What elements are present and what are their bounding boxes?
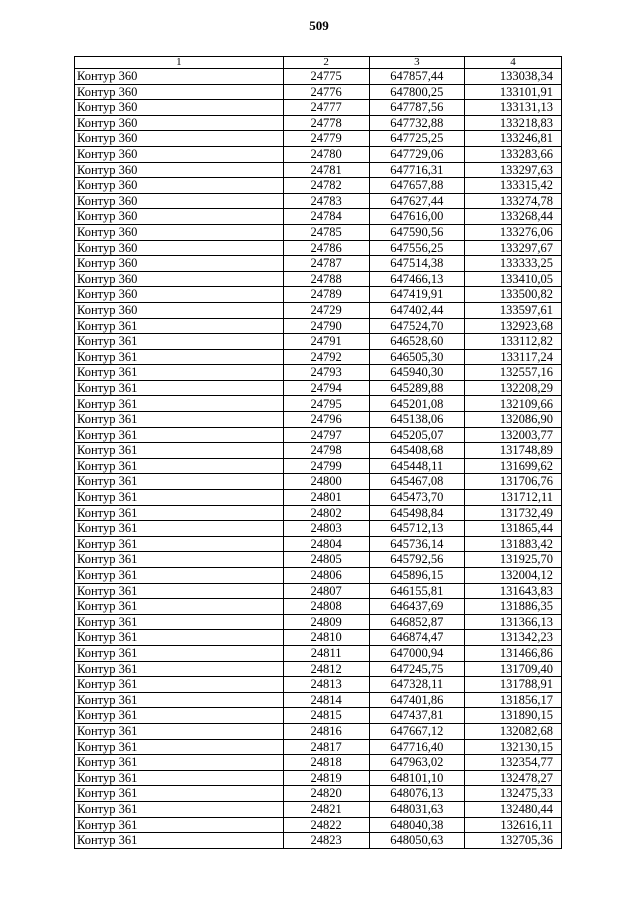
- point-number-cell: 24784: [283, 209, 369, 225]
- y-coordinate-cell: 131342,23: [465, 630, 562, 646]
- x-coordinate-cell: 645201,08: [369, 396, 465, 412]
- point-number-cell: 24815: [283, 708, 369, 724]
- table-row: [75, 240, 562, 256]
- y-coordinate-cell: 132004,12: [465, 568, 562, 584]
- x-coordinate-cell: 647800,25: [369, 84, 465, 100]
- x-coordinate-cell: 648031,63: [369, 801, 465, 817]
- contour-name-cell: Контур 360: [75, 256, 284, 272]
- x-coordinate-cell: 647963,02: [369, 755, 465, 771]
- point-number-cell: 24798: [283, 443, 369, 459]
- contour-name-cell: Контур 360: [75, 302, 284, 318]
- x-coordinate-cell: 646437,69: [369, 599, 465, 615]
- contour-name-cell: Контур 361: [75, 723, 284, 739]
- point-number-cell: 24792: [283, 349, 369, 365]
- point-number-cell: 24804: [283, 536, 369, 552]
- table-row: [75, 131, 562, 147]
- y-coordinate-cell: 132086,90: [465, 412, 562, 428]
- table-row: [75, 224, 562, 240]
- x-coordinate-cell: 645792,56: [369, 552, 465, 568]
- y-coordinate-cell: 131865,44: [465, 521, 562, 537]
- x-coordinate-cell: 646852,87: [369, 614, 465, 630]
- contour-name-cell: Контур 361: [75, 692, 284, 708]
- table-row: [75, 209, 562, 225]
- table-row: [75, 318, 562, 334]
- table-row: [75, 677, 562, 693]
- point-number-cell: 24817: [283, 739, 369, 755]
- contour-name-cell: Контур 361: [75, 583, 284, 599]
- contour-name-cell: Контур 360: [75, 271, 284, 287]
- contour-name-cell: Контур 361: [75, 443, 284, 459]
- contour-name-cell: Контур 361: [75, 817, 284, 833]
- point-number-cell: 24789: [283, 287, 369, 303]
- contour-name-cell: Контур 361: [75, 412, 284, 428]
- table-row: [75, 287, 562, 303]
- x-coordinate-cell: 647524,70: [369, 318, 465, 334]
- table-row: [75, 661, 562, 677]
- table-row: [75, 630, 562, 646]
- point-number-cell: 24810: [283, 630, 369, 646]
- table-row: [75, 739, 562, 755]
- contour-name-cell: Контур 361: [75, 349, 284, 365]
- table-row: [75, 817, 562, 833]
- contour-name-cell: Контур 360: [75, 178, 284, 194]
- point-number-cell: 24802: [283, 505, 369, 521]
- contour-name-cell: Контур 360: [75, 84, 284, 100]
- y-coordinate-cell: 133410,05: [465, 271, 562, 287]
- x-coordinate-cell: 645473,70: [369, 490, 465, 506]
- contour-name-cell: Контур 361: [75, 739, 284, 755]
- contour-name-cell: Контур 360: [75, 131, 284, 147]
- contour-name-cell: Контур 360: [75, 162, 284, 178]
- x-coordinate-cell: 647667,12: [369, 723, 465, 739]
- contour-name-cell: Контур 360: [75, 100, 284, 116]
- x-coordinate-cell: 647402,44: [369, 302, 465, 318]
- y-coordinate-cell: 133268,44: [465, 209, 562, 225]
- point-number-cell: 24782: [283, 178, 369, 194]
- point-number-cell: 24793: [283, 365, 369, 381]
- y-coordinate-cell: 131712,11: [465, 490, 562, 506]
- y-coordinate-cell: 132082,68: [465, 723, 562, 739]
- y-coordinate-cell: 132557,16: [465, 365, 562, 381]
- x-coordinate-cell: 647401,86: [369, 692, 465, 708]
- point-number-cell: 24780: [283, 146, 369, 162]
- table-row: [75, 443, 562, 459]
- table-row: [75, 614, 562, 630]
- y-coordinate-cell: 133246,81: [465, 131, 562, 147]
- contour-name-cell: Контур 361: [75, 521, 284, 537]
- point-number-cell: 24795: [283, 396, 369, 412]
- contour-name-cell: Контур 361: [75, 599, 284, 615]
- point-number-cell: 24821: [283, 801, 369, 817]
- x-coordinate-cell: 645498,84: [369, 505, 465, 521]
- contour-name-cell: Контур 361: [75, 505, 284, 521]
- x-coordinate-cell: 646528,60: [369, 334, 465, 350]
- contour-name-cell: Контур 361: [75, 318, 284, 334]
- contour-name-cell: Контур 360: [75, 115, 284, 131]
- y-coordinate-cell: 131886,35: [465, 599, 562, 615]
- x-coordinate-cell: 647725,25: [369, 131, 465, 147]
- contour-name-cell: Контур 361: [75, 677, 284, 693]
- y-coordinate-cell: 132109,66: [465, 396, 562, 412]
- contour-name-cell: Контур 361: [75, 770, 284, 786]
- point-number-cell: 24778: [283, 115, 369, 131]
- contour-name-cell: Контур 360: [75, 146, 284, 162]
- table-row: [75, 365, 562, 381]
- contour-name-cell: Контур 361: [75, 474, 284, 490]
- table-row: [75, 521, 562, 537]
- contour-name-cell: Контур 360: [75, 287, 284, 303]
- y-coordinate-cell: 131856,17: [465, 692, 562, 708]
- table-row: [75, 770, 562, 786]
- coordinates-table: [74, 56, 562, 849]
- y-coordinate-cell: 133038,34: [465, 69, 562, 85]
- point-number-cell: 24787: [283, 256, 369, 272]
- table-row: [75, 692, 562, 708]
- y-coordinate-cell: 131788,91: [465, 677, 562, 693]
- x-coordinate-cell: 647245,75: [369, 661, 465, 677]
- table-row: [75, 84, 562, 100]
- contour-name-cell: Контур 361: [75, 552, 284, 568]
- x-coordinate-cell: 648050,63: [369, 833, 465, 849]
- point-number-cell: 24729: [283, 302, 369, 318]
- table-row: [75, 801, 562, 817]
- table-row: [75, 100, 562, 116]
- table-row: [75, 396, 562, 412]
- table-row: [75, 786, 562, 802]
- x-coordinate-cell: 647732,88: [369, 115, 465, 131]
- table-row: [75, 490, 562, 506]
- x-coordinate-cell: 647857,44: [369, 69, 465, 85]
- point-number-cell: 24786: [283, 240, 369, 256]
- x-coordinate-cell: 647716,40: [369, 739, 465, 755]
- point-number-cell: 24783: [283, 193, 369, 209]
- x-coordinate-cell: 645896,15: [369, 568, 465, 584]
- table-row: [75, 536, 562, 552]
- contour-name-cell: Контур 361: [75, 801, 284, 817]
- point-number-cell: 24808: [283, 599, 369, 615]
- contour-name-cell: Контур 361: [75, 458, 284, 474]
- y-coordinate-cell: 133315,42: [465, 178, 562, 194]
- table-row: [75, 474, 562, 490]
- x-coordinate-cell: 647716,31: [369, 162, 465, 178]
- table-row: [75, 723, 562, 739]
- x-coordinate-cell: 645712,13: [369, 521, 465, 537]
- y-coordinate-cell: 131925,70: [465, 552, 562, 568]
- y-coordinate-cell: 133283,66: [465, 146, 562, 162]
- table-row: [75, 645, 562, 661]
- contour-name-cell: Контур 361: [75, 614, 284, 630]
- contour-name-cell: Контур 360: [75, 240, 284, 256]
- x-coordinate-cell: 647556,25: [369, 240, 465, 256]
- table-row: [75, 302, 562, 318]
- point-number-cell: 24781: [283, 162, 369, 178]
- point-number-cell: 24807: [283, 583, 369, 599]
- x-coordinate-cell: 645289,88: [369, 380, 465, 396]
- x-coordinate-cell: 645467,08: [369, 474, 465, 490]
- x-coordinate-cell: 647729,06: [369, 146, 465, 162]
- page-number: 509: [309, 18, 329, 33]
- point-number-cell: 24776: [283, 84, 369, 100]
- y-coordinate-cell: 133297,67: [465, 240, 562, 256]
- column-header-3: 3: [369, 57, 465, 69]
- y-coordinate-cell: 131709,40: [465, 661, 562, 677]
- y-coordinate-cell: 133117,24: [465, 349, 562, 365]
- table-row: [75, 69, 562, 85]
- point-number-cell: 24812: [283, 661, 369, 677]
- y-coordinate-cell: 133500,82: [465, 287, 562, 303]
- point-number-cell: 24814: [283, 692, 369, 708]
- contour-name-cell: Контур 361: [75, 365, 284, 381]
- y-coordinate-cell: 131732,49: [465, 505, 562, 521]
- x-coordinate-cell: 646505,30: [369, 349, 465, 365]
- point-number-cell: 24794: [283, 380, 369, 396]
- table-row: [75, 146, 562, 162]
- x-coordinate-cell: 647616,00: [369, 209, 465, 225]
- y-coordinate-cell: 132480,44: [465, 801, 562, 817]
- x-coordinate-cell: 647437,81: [369, 708, 465, 724]
- point-number-cell: 24791: [283, 334, 369, 350]
- contour-name-cell: Контур 361: [75, 490, 284, 506]
- y-coordinate-cell: 131883,42: [465, 536, 562, 552]
- point-number-cell: 24809: [283, 614, 369, 630]
- point-number-cell: 24816: [283, 723, 369, 739]
- contour-name-cell: Контур 360: [75, 209, 284, 225]
- table-row: [75, 115, 562, 131]
- y-coordinate-cell: 133274,78: [465, 193, 562, 209]
- point-number-cell: 24785: [283, 224, 369, 240]
- table-row: [75, 458, 562, 474]
- x-coordinate-cell: 647466,13: [369, 271, 465, 287]
- table-row: [75, 271, 562, 287]
- point-number-cell: 24779: [283, 131, 369, 147]
- x-coordinate-cell: 647627,44: [369, 193, 465, 209]
- contour-name-cell: Контур 361: [75, 645, 284, 661]
- point-number-cell: 24796: [283, 412, 369, 428]
- column-header-1: 1: [75, 57, 284, 69]
- point-number-cell: 24813: [283, 677, 369, 693]
- y-coordinate-cell: 131706,76: [465, 474, 562, 490]
- y-coordinate-cell: 133276,06: [465, 224, 562, 240]
- y-coordinate-cell: 132130,15: [465, 739, 562, 755]
- y-coordinate-cell: 132354,77: [465, 755, 562, 771]
- point-number-cell: 24823: [283, 833, 369, 849]
- table-row: [75, 833, 562, 849]
- y-coordinate-cell: 133112,82: [465, 334, 562, 350]
- y-coordinate-cell: 132923,68: [465, 318, 562, 334]
- table-row: [75, 755, 562, 771]
- table-row: [75, 583, 562, 599]
- x-coordinate-cell: 648040,38: [369, 817, 465, 833]
- y-coordinate-cell: 132616,11: [465, 817, 562, 833]
- point-number-cell: 24788: [283, 271, 369, 287]
- contour-name-cell: Контур 361: [75, 427, 284, 443]
- table-header-row: [75, 57, 562, 69]
- table-row: [75, 334, 562, 350]
- table-body: [75, 57, 562, 849]
- y-coordinate-cell: 133333,25: [465, 256, 562, 272]
- y-coordinate-cell: 131699,62: [465, 458, 562, 474]
- point-number-cell: 24811: [283, 645, 369, 661]
- x-coordinate-cell: 648101,10: [369, 770, 465, 786]
- x-coordinate-cell: 645408,68: [369, 443, 465, 459]
- contour-name-cell: Контур 361: [75, 755, 284, 771]
- point-number-cell: 24822: [283, 817, 369, 833]
- y-coordinate-cell: 132705,36: [465, 833, 562, 849]
- x-coordinate-cell: 648076,13: [369, 786, 465, 802]
- y-coordinate-cell: 132478,27: [465, 770, 562, 786]
- y-coordinate-cell: 131890,15: [465, 708, 562, 724]
- contour-name-cell: Контур 361: [75, 661, 284, 677]
- y-coordinate-cell: 133597,61: [465, 302, 562, 318]
- table-row: [75, 256, 562, 272]
- table-row: [75, 178, 562, 194]
- x-coordinate-cell: 647328,11: [369, 677, 465, 693]
- point-number-cell: 24820: [283, 786, 369, 802]
- y-coordinate-cell: 131366,13: [465, 614, 562, 630]
- x-coordinate-cell: 647590,56: [369, 224, 465, 240]
- contour-name-cell: Контур 361: [75, 833, 284, 849]
- contour-name-cell: Контур 361: [75, 380, 284, 396]
- x-coordinate-cell: 647000,94: [369, 645, 465, 661]
- x-coordinate-cell: 647657,88: [369, 178, 465, 194]
- table-row: [75, 599, 562, 615]
- y-coordinate-cell: 132003,77: [465, 427, 562, 443]
- point-number-cell: 24797: [283, 427, 369, 443]
- table-row: [75, 708, 562, 724]
- point-number-cell: 24790: [283, 318, 369, 334]
- contour-name-cell: Контур 361: [75, 568, 284, 584]
- contour-name-cell: Контур 360: [75, 224, 284, 240]
- x-coordinate-cell: 647514,38: [369, 256, 465, 272]
- y-coordinate-cell: 133131,13: [465, 100, 562, 116]
- point-number-cell: 24775: [283, 69, 369, 85]
- contour-name-cell: Контур 361: [75, 536, 284, 552]
- contour-name-cell: Контур 361: [75, 396, 284, 412]
- point-number-cell: 24803: [283, 521, 369, 537]
- column-header-4: 4: [465, 57, 562, 69]
- table-row: [75, 427, 562, 443]
- y-coordinate-cell: 132208,29: [465, 380, 562, 396]
- x-coordinate-cell: 645736,14: [369, 536, 465, 552]
- table-row: [75, 193, 562, 209]
- table-row: [75, 380, 562, 396]
- point-number-cell: 24806: [283, 568, 369, 584]
- contour-name-cell: Контур 361: [75, 630, 284, 646]
- y-coordinate-cell: 133101,91: [465, 84, 562, 100]
- point-number-cell: 24799: [283, 458, 369, 474]
- x-coordinate-cell: 646155,81: [369, 583, 465, 599]
- x-coordinate-cell: 645940,30: [369, 365, 465, 381]
- table-row: [75, 505, 562, 521]
- x-coordinate-cell: 647419,91: [369, 287, 465, 303]
- table-row: [75, 412, 562, 428]
- contour-name-cell: Контур 360: [75, 69, 284, 85]
- contour-name-cell: Контур 361: [75, 786, 284, 802]
- table-row: [75, 162, 562, 178]
- table-row: [75, 349, 562, 365]
- y-coordinate-cell: 132475,33: [465, 786, 562, 802]
- x-coordinate-cell: 645138,06: [369, 412, 465, 428]
- y-coordinate-cell: 131643,83: [465, 583, 562, 599]
- y-coordinate-cell: 131466,86: [465, 645, 562, 661]
- y-coordinate-cell: 133218,83: [465, 115, 562, 131]
- y-coordinate-cell: 133297,63: [465, 162, 562, 178]
- contour-name-cell: Контур 361: [75, 708, 284, 724]
- point-number-cell: 24801: [283, 490, 369, 506]
- contour-name-cell: Контур 360: [75, 193, 284, 209]
- x-coordinate-cell: 645205,07: [369, 427, 465, 443]
- contour-name-cell: Контур 361: [75, 334, 284, 350]
- point-number-cell: 24818: [283, 755, 369, 771]
- point-number-cell: 24805: [283, 552, 369, 568]
- y-coordinate-cell: 131748,89: [465, 443, 562, 459]
- x-coordinate-cell: 647787,56: [369, 100, 465, 116]
- point-number-cell: 24819: [283, 770, 369, 786]
- table-row: [75, 552, 562, 568]
- table-row: [75, 568, 562, 584]
- x-coordinate-cell: 645448,11: [369, 458, 465, 474]
- column-header-2: 2: [283, 57, 369, 69]
- point-number-cell: 24777: [283, 100, 369, 116]
- x-coordinate-cell: 646874,47: [369, 630, 465, 646]
- point-number-cell: 24800: [283, 474, 369, 490]
